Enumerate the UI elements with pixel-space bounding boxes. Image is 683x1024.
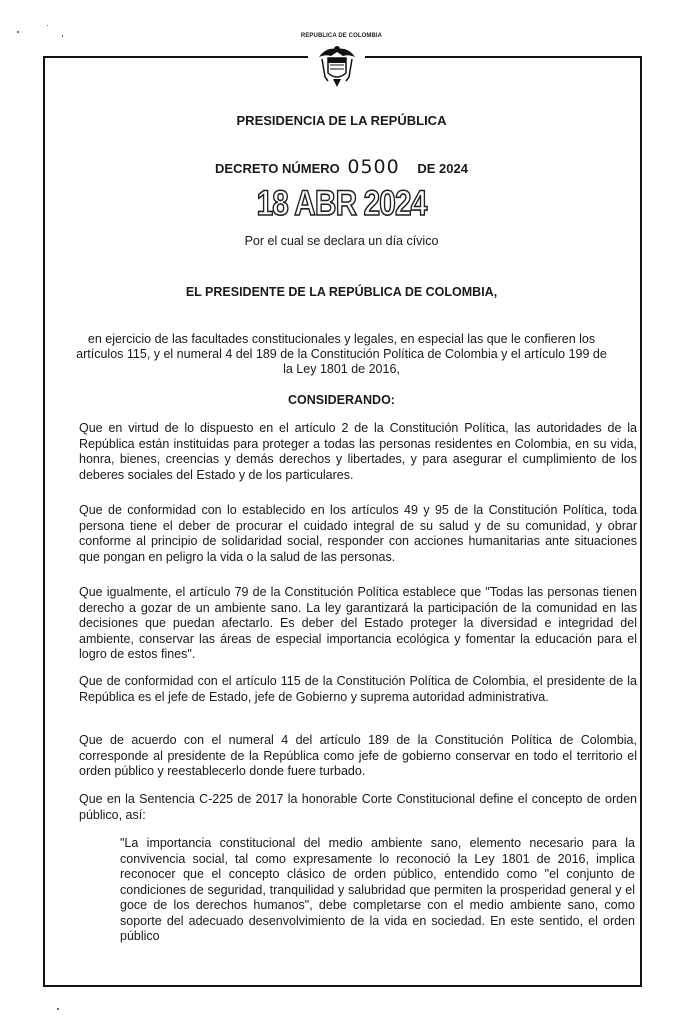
considerando-paragraph: Que en la Sentencia C-225 de 2017 la honorable Corte Constitucional define el concepto de orden público, así: (79, 792, 637, 822)
decree-year: DE 2024 (417, 161, 468, 176)
considerando-paragraph: Que igualmente, el artículo 79 de la Constitución Política establece que "Todas las personas tienen derecho a gozar de un ambiente sano. La ley garantizará la participación de la comunidad en las decisiones que puedan afectarlo. Es deber del Estado proteger la diversidad e integridad del ambiente, conservar las áreas de especial importancia ecológica y fomentar la educación para el logro de estos fines". (79, 585, 637, 661)
decree-label: DECRETO NÚMERO (215, 161, 340, 176)
scan-speck (47, 25, 48, 26)
country-header: REPUBLICA DE COLOMBIA (300, 33, 383, 39)
considerando-heading: CONSIDERANDO: (288, 393, 395, 407)
page-title: PRESIDENCIA DE LA REPÚBLICA (236, 113, 447, 128)
frame-bottom (43, 985, 642, 987)
scan-speck (57, 1008, 59, 1010)
issuer-heading: EL PRESIDENTE DE LA REPÚBLICA DE COLOMBIA, (185, 285, 498, 299)
frame-left (43, 56, 45, 987)
date-stamp: 18 ABR 2024 (256, 184, 427, 223)
coat-of-arms-icon (316, 43, 358, 89)
frame-top-right (365, 56, 642, 58)
considerando-paragraph: Que de acuerdo con el numeral 4 del artículo 189 de la Constitución Política de Colombia, corresponde al presidente de la República como jefe de gobierno conservar en todo el territorio el orden público y reestablecerlo donde fuere turbado. (79, 733, 637, 778)
frame-top-left (43, 56, 308, 58)
decree-number: 0500 (347, 156, 400, 178)
considerando-paragraph: Que en virtud de lo dispuesto en el artículo 2 de la Constitución Política, las autoridades de la República están instituidas para proteger a todas las personas residentes en Colombia, en su vida, honra, bienes, creencias y demás derechos y libertades, y para asegurar el cumplimiento de los deberes sociales del Estado y de los particulares. (79, 421, 637, 482)
court-quote: "La importancia constitucional del medio ambiente sano, elemento necesario para la convivencia social, tal como expresamente lo reconoció la Ley 1801 de 2016, implica reconocer que el concepto clásico de orden público, entendido como "el conjunto de condiciones de seguridad, tranquilidad y salubridad que permiten la prosperidad general y el goce de los derechos humanos", debe completarse con el medio ambiente sano, como soporte del adecuado desenvolvimiento de la vida en sociedad. En este sentido, el orden público (120, 836, 635, 943)
decree-subtitle: Por el cual se declara un día cívico (244, 234, 439, 248)
considerando-paragraph: Que de conformidad con lo establecido en los artículos 49 y 95 de la Constitución Política, toda persona tiene el deber de procurar el cuidado integral de su salud y de su comunidad, y obrar conforme al principio de solidaridad social, responder con acciones humanitarias ante situaciones que pongan en peligro la vida o la salud de las personas. (79, 503, 637, 564)
frame-right (640, 56, 642, 987)
decree-line (0, 156, 683, 178)
authority-paragraph: en ejercicio de las facultades constitucionales y legales, en especial las que le confieren los artículos 115, y el numeral 4 del 189 de la Constitución Política de Colombia y el artículo 199 de la Ley 1801 de 2016, (76, 332, 607, 376)
considerando-paragraph: Que de conformidad con el artículo 115 de la Constitución Política de Colombia, el presidente de la República es el jefe de Estado, jefe de Gobierno y suprema autoridad administrativa. (79, 674, 637, 704)
